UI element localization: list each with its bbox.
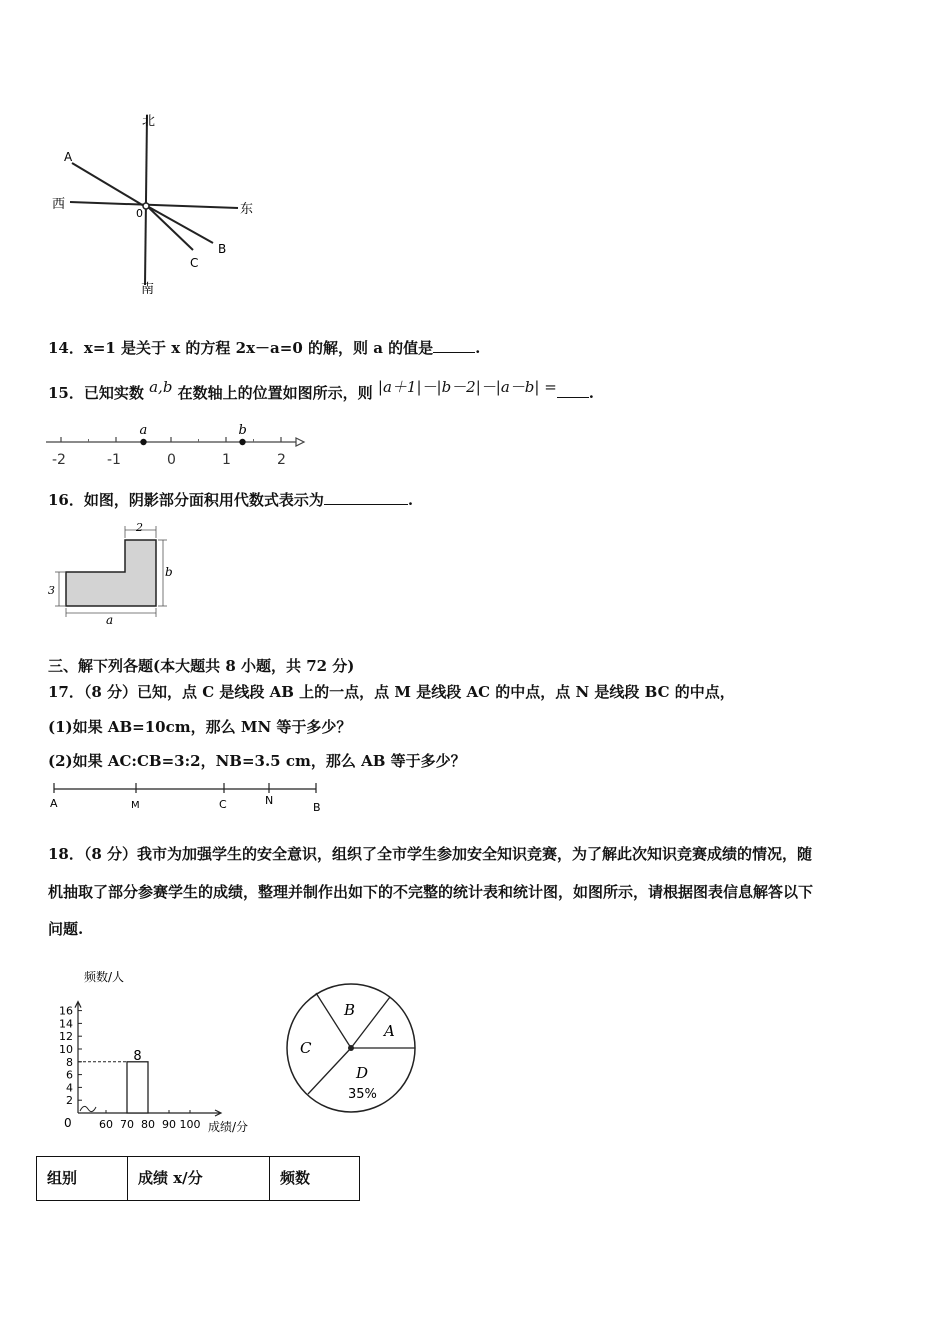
segment-figure bbox=[46, 778, 326, 813]
question-18-line3: 问题. bbox=[48, 920, 84, 938]
pie-label-D-percent: 35% bbox=[348, 1087, 377, 1102]
y-axis-label: 频数/人 bbox=[84, 970, 125, 984]
y-tick-label: 10 bbox=[59, 1043, 73, 1056]
x-tick-label: 60 bbox=[99, 1118, 113, 1131]
point-M: M bbox=[131, 800, 140, 811]
y-tick-label: 14 bbox=[59, 1017, 73, 1031]
y-tick-label: 6 bbox=[66, 1068, 73, 1082]
y-tick-label: 16 bbox=[59, 1004, 73, 1018]
number-line-label: 1 bbox=[222, 452, 231, 468]
ray-OA bbox=[72, 163, 144, 206]
x-tick-label: 90 bbox=[162, 1118, 176, 1131]
q15-vars: a,b bbox=[149, 378, 173, 396]
frequency-histogram bbox=[50, 965, 290, 1140]
pie-label-C: C bbox=[300, 1039, 312, 1057]
number-line-label: -1 bbox=[107, 452, 121, 468]
pie-chart bbox=[282, 980, 422, 1120]
dim-left: 3 bbox=[48, 584, 55, 597]
label-B: B bbox=[218, 242, 227, 256]
dim-right: b bbox=[165, 565, 173, 579]
question-17-part2: (2)如果 AC:CB=3:2，NB=3.5 cm，那么 AB 等于多少？ bbox=[48, 752, 466, 770]
north-south-axis bbox=[145, 115, 147, 285]
q15-expression: |a＋1|－|b－2|－|a－b| = bbox=[377, 378, 557, 396]
point-C: C bbox=[219, 798, 227, 811]
y-tick-label: 8 bbox=[66, 1055, 73, 1069]
x-tick-label: 100 bbox=[179, 1118, 201, 1131]
shaded-region bbox=[66, 540, 156, 606]
point-b bbox=[239, 439, 245, 445]
x-axis-label: 成绩/分 bbox=[208, 1120, 249, 1134]
point-a bbox=[140, 439, 146, 445]
pie-label-A: A bbox=[384, 1022, 395, 1040]
number-line bbox=[40, 420, 310, 470]
label-A: A bbox=[64, 150, 73, 164]
table-header-group: 组别 bbox=[37, 1157, 128, 1201]
number-line-label: 0 bbox=[167, 452, 176, 468]
x-tick-label: 80 bbox=[141, 1118, 155, 1131]
question-17-intro: 17．（8 分）已知，点 C 是线段 AB 上的一点，点 M 是线段 AC 的中点，点 N 是线段 BC 的中点， bbox=[48, 683, 735, 701]
point-N: N bbox=[265, 794, 274, 807]
pie-label-B: B bbox=[344, 1001, 356, 1019]
point-B: B bbox=[313, 801, 321, 813]
label-south: 南 bbox=[141, 282, 155, 297]
pie-label-D: D bbox=[356, 1064, 369, 1082]
bar bbox=[127, 1062, 148, 1113]
number-line-label: -2 bbox=[52, 452, 66, 468]
origin-label: 0 bbox=[64, 1116, 72, 1130]
x-tick-label: 70 bbox=[120, 1118, 134, 1131]
question-17-part1: (1)如果 AB=10cm，那么 MN 等于多少？ bbox=[48, 718, 352, 736]
number-line-label: 2 bbox=[277, 452, 286, 468]
point-label-b: b bbox=[238, 423, 247, 438]
question-16: 16．如图，阴影部分面积用代数式表示为 . bbox=[48, 491, 414, 509]
axis-break bbox=[80, 1106, 96, 1111]
section-3-heading: 三、解下列各题(本大题共 8 小题，共 72 分) bbox=[48, 657, 355, 675]
dim-top: 2 bbox=[136, 521, 143, 534]
question-14: 14．x=1 是关于 x 的方程 2x－a=0 的解，则 a 的值是 . bbox=[48, 339, 481, 357]
point-A: A bbox=[50, 797, 58, 810]
question-18-line2: 机抽取了部分参赛学生的成绩，整理并制作出如下的不完整的统计表和统计图，如图所示，请根据图表信息解答以下 bbox=[48, 883, 814, 901]
question-18-line1: 18．（8 分）我市为加强学生的安全意识，组织了全市学生参加安全知识竞赛，为了解此次知识竞赛成绩的情况，随 bbox=[48, 845, 813, 863]
label-north: 北 bbox=[142, 114, 156, 129]
y-tick-label: 12 bbox=[59, 1030, 73, 1044]
dim-bottom: a bbox=[106, 613, 114, 625]
question-15: 15．已知实数 a,b 在数轴上的位置如图所示，则 |a＋1|－|b－2|－|a－b| = . bbox=[48, 378, 594, 402]
table-header-frequency: 频数 bbox=[270, 1157, 360, 1201]
bar-value-label: 8 bbox=[133, 1048, 142, 1064]
label-east: 东 bbox=[240, 202, 254, 217]
label-origin: 0 bbox=[136, 207, 143, 220]
y-tick-label: 2 bbox=[66, 1094, 73, 1108]
compass-figure bbox=[40, 105, 270, 305]
number-line-arrow bbox=[296, 438, 304, 446]
label-C: C bbox=[190, 256, 199, 270]
table-header-score: 成绩 x/分 bbox=[128, 1157, 270, 1201]
west-east-axis bbox=[70, 202, 238, 208]
score-table bbox=[36, 1156, 360, 1201]
y-tick-label: 4 bbox=[66, 1081, 73, 1095]
point-label-a: a bbox=[139, 423, 148, 438]
label-west: 西 bbox=[52, 197, 66, 212]
l-shape-figure bbox=[44, 520, 194, 625]
